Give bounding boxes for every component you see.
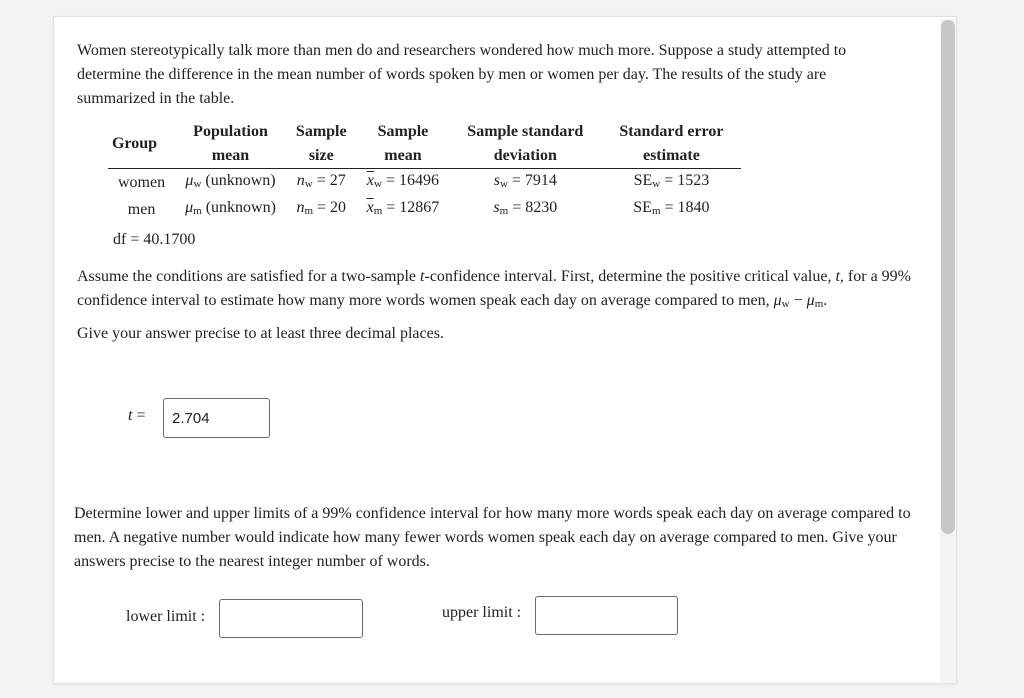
row-standard-error: SEm = 1840 [633,199,710,217]
table-row [108,169,741,197]
row-sample-mean: $\overline{x}w = 16496$ [366,172,439,190]
row-group: men [127,200,156,218]
precision-instruction: Give your answer precise to at least three decimal places. [77,325,444,342]
row-group: women [118,173,166,191]
t-label: t = [128,407,146,424]
scrollbar-thumb[interactable] [941,20,955,534]
t-value-input[interactable] [163,398,270,438]
row-sample-mean: $\overline{x}m = 12867$ [366,199,440,217]
row-standard-error: SEw = 1523 [633,172,710,190]
problem-intro: Women stereotypically talk more than men do and researchers wondered how much more. Suppose a study attempted to determine the difference in the mean number of words spoken by men or women per day. The results of the study are summarized in the table. [77,42,847,107]
question-card [53,16,957,684]
degrees-of-freedom: df = 40.1700 [113,231,196,248]
row-sample-size: nm = 20 [296,199,347,217]
row-population-mean: μw (unknown) [185,172,276,190]
header-sample-size: Sample size [286,120,357,169]
row-sample-sd: sm = 8230 [493,199,558,217]
header-sample-mean: Sample mean [357,120,450,169]
header-population-mean: Population mean [175,120,286,169]
header-sample-sd: Sample standard deviation [449,120,601,169]
row-sample-size: nw = 27 [296,172,346,190]
row-population-mean: μm (unknown) [185,199,276,217]
lower-limit-input[interactable] [219,599,363,638]
upper-limit-label: upper limit : [442,604,522,621]
upper-limit-input[interactable] [535,596,678,635]
header-group: Group [108,120,175,169]
question-critical-value: Assume the conditions are satisfied for a two-sample t-confidence interval. First, determine the positive critical value, t, for a 99% confidence interval to estimate how many more words women speak each day on average compared to men, μw − μm. [77,268,911,310]
question-confidence-limits: Determine lower and upper limits of a 99% confidence interval for how many more words speak each day on average compared to men. A negative number would indicate how many fewer words women speak each day on average compared to men. Give your answers precise to the nearest integer number of words. [74,505,911,570]
header-standard-error: Standard error estimate [601,120,741,169]
table-row [108,196,741,223]
row-sample-sd: sw = 7914 [493,172,557,190]
lower-limit-label: lower limit : [126,608,206,625]
study-results-table [108,120,741,223]
